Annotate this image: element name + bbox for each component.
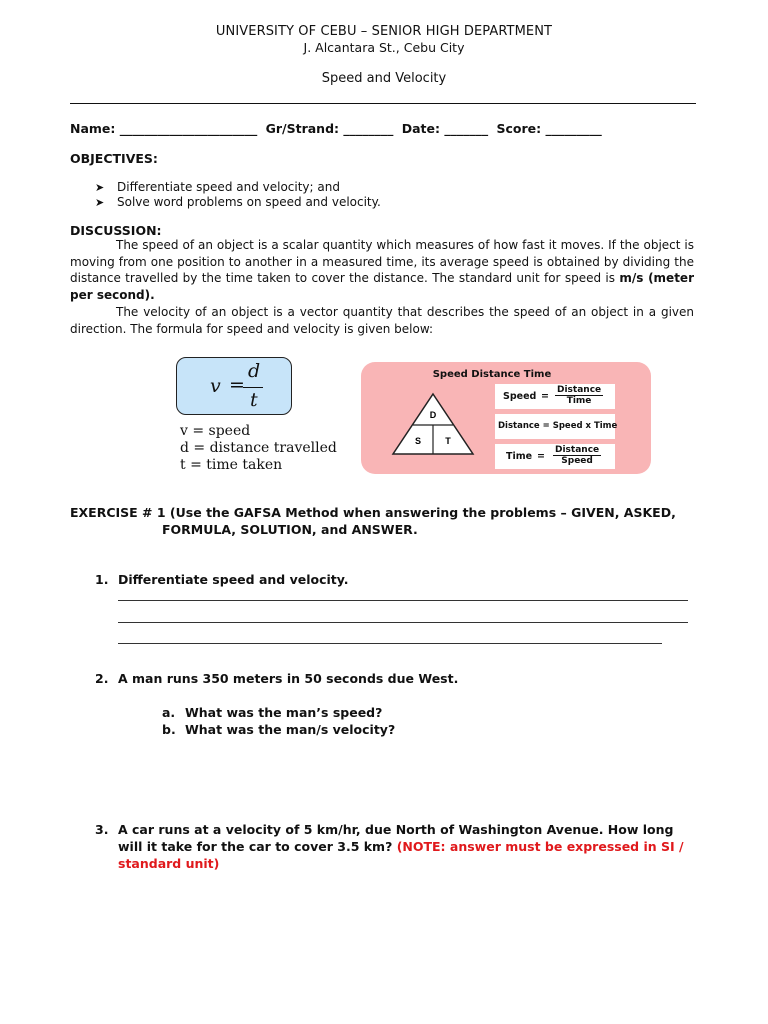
name-field[interactable]: Name: ______________________ [70,121,258,136]
objectives-heading: OBJECTIVES: [70,151,158,166]
arrow-bullet-icon: ➤ [95,181,105,194]
objectives-list [95,180,381,210]
page-title: Speed and Velocity [321,71,447,86]
question-1: Differentiate speed and velocity. [118,572,349,587]
triangle-s-label: S [414,436,422,446]
student-info-line [70,121,710,136]
legend-item: d = distance travelled [180,440,337,456]
triangle-t-label: T [445,436,451,446]
discussion-paragraph-1: The speed of an object is a scalar quantity which measures of how fast it moves. If the object is moving from one position to another in a measured time, its average speed is obtained by dividing the distance travelled by the time taken to cover the distance. The standard unit for speed is m/s (meter per second). [70,238,694,302]
university-name: UNIVERSITY OF CEBU – SENIOR HIGH DEPARTMENT [215,24,553,39]
time-formula-card [495,444,615,469]
legend-item: v = speed [180,423,251,439]
legend-item: t = time taken [180,457,283,473]
date-field[interactable]: Date: _______ [401,121,489,136]
distance-formula: Distance = Speed x Time [498,421,618,431]
question-1-number: 1. [95,572,109,587]
score-field[interactable]: Score: _________ [496,121,602,136]
answer-line[interactable] [118,600,688,601]
question-2b: What was the man/s velocity? [185,722,396,737]
answer-line[interactable] [118,643,662,644]
formula-equals: = [229,374,245,396]
speed-fraction: Distance Time [557,385,602,406]
formula-numerator: d [248,360,261,382]
header-rule [70,103,696,104]
question-3: A car runs at a velocity of 5 km/hr, due North of Washington Avenue. How long will it take for the car to cover 3.5 km? (NOTE: answer must be expressed in SI / standard unit) [118,821,708,872]
formula-fraction-bar [243,387,263,388]
question-2b-number: b. [162,722,176,737]
time-label: Time [506,451,533,462]
question-3-number: 3. [95,822,109,837]
discussion-paragraph-2: The velocity of an object is a vector quantity that describes the speed of an object in a given direction. The formula for speed and velocity is given below: [70,305,694,336]
question-2-number: 2. [95,671,109,686]
distance-formula-card [495,414,618,439]
exercise-heading: EXERCISE # 1 (Use the GAFSA Method when answering the problems – GIVEN, ASKED, [70,505,676,520]
list-item: ➤ Differentiate speed and velocity; and [95,180,340,194]
speed-formula-box [176,357,292,415]
discussion-heading: DISCUSSION: [70,223,162,238]
question-2: A man runs 350 meters in 50 seconds due West. [118,671,459,686]
question-2a-number: a. [162,705,176,720]
address: J. Alcantara St., Cebu City [303,40,465,55]
equals-sign: = [541,391,549,402]
speed-formula-card [495,384,615,409]
sdt-triangle-icon [391,392,475,456]
formula-v: v [210,375,221,397]
triangle-d-label: D [429,410,437,420]
arrow-bullet-icon: ➤ [95,196,105,209]
time-fraction: Distance Speed [555,445,600,466]
question-2a: What was the man’s speed? [185,705,383,720]
exercise-heading-cont: FORMULA, SOLUTION, and ANSWER. [162,522,418,537]
formula-denominator: t [250,389,258,411]
equals-sign: = [537,451,545,462]
speed-label: Speed [503,391,537,402]
sdt-panel-title: Speed Distance Time [432,369,552,380]
strand-field[interactable]: Gr/Strand: ________ [265,121,394,136]
note-text-cont: standard unit) [118,856,220,871]
formula-legend [180,423,337,474]
note-text: (NOTE: answer must be expressed in SI / [396,839,684,854]
list-item: ➤ Solve word problems on speed and velocity. [95,195,381,209]
answer-line[interactable] [118,622,688,623]
